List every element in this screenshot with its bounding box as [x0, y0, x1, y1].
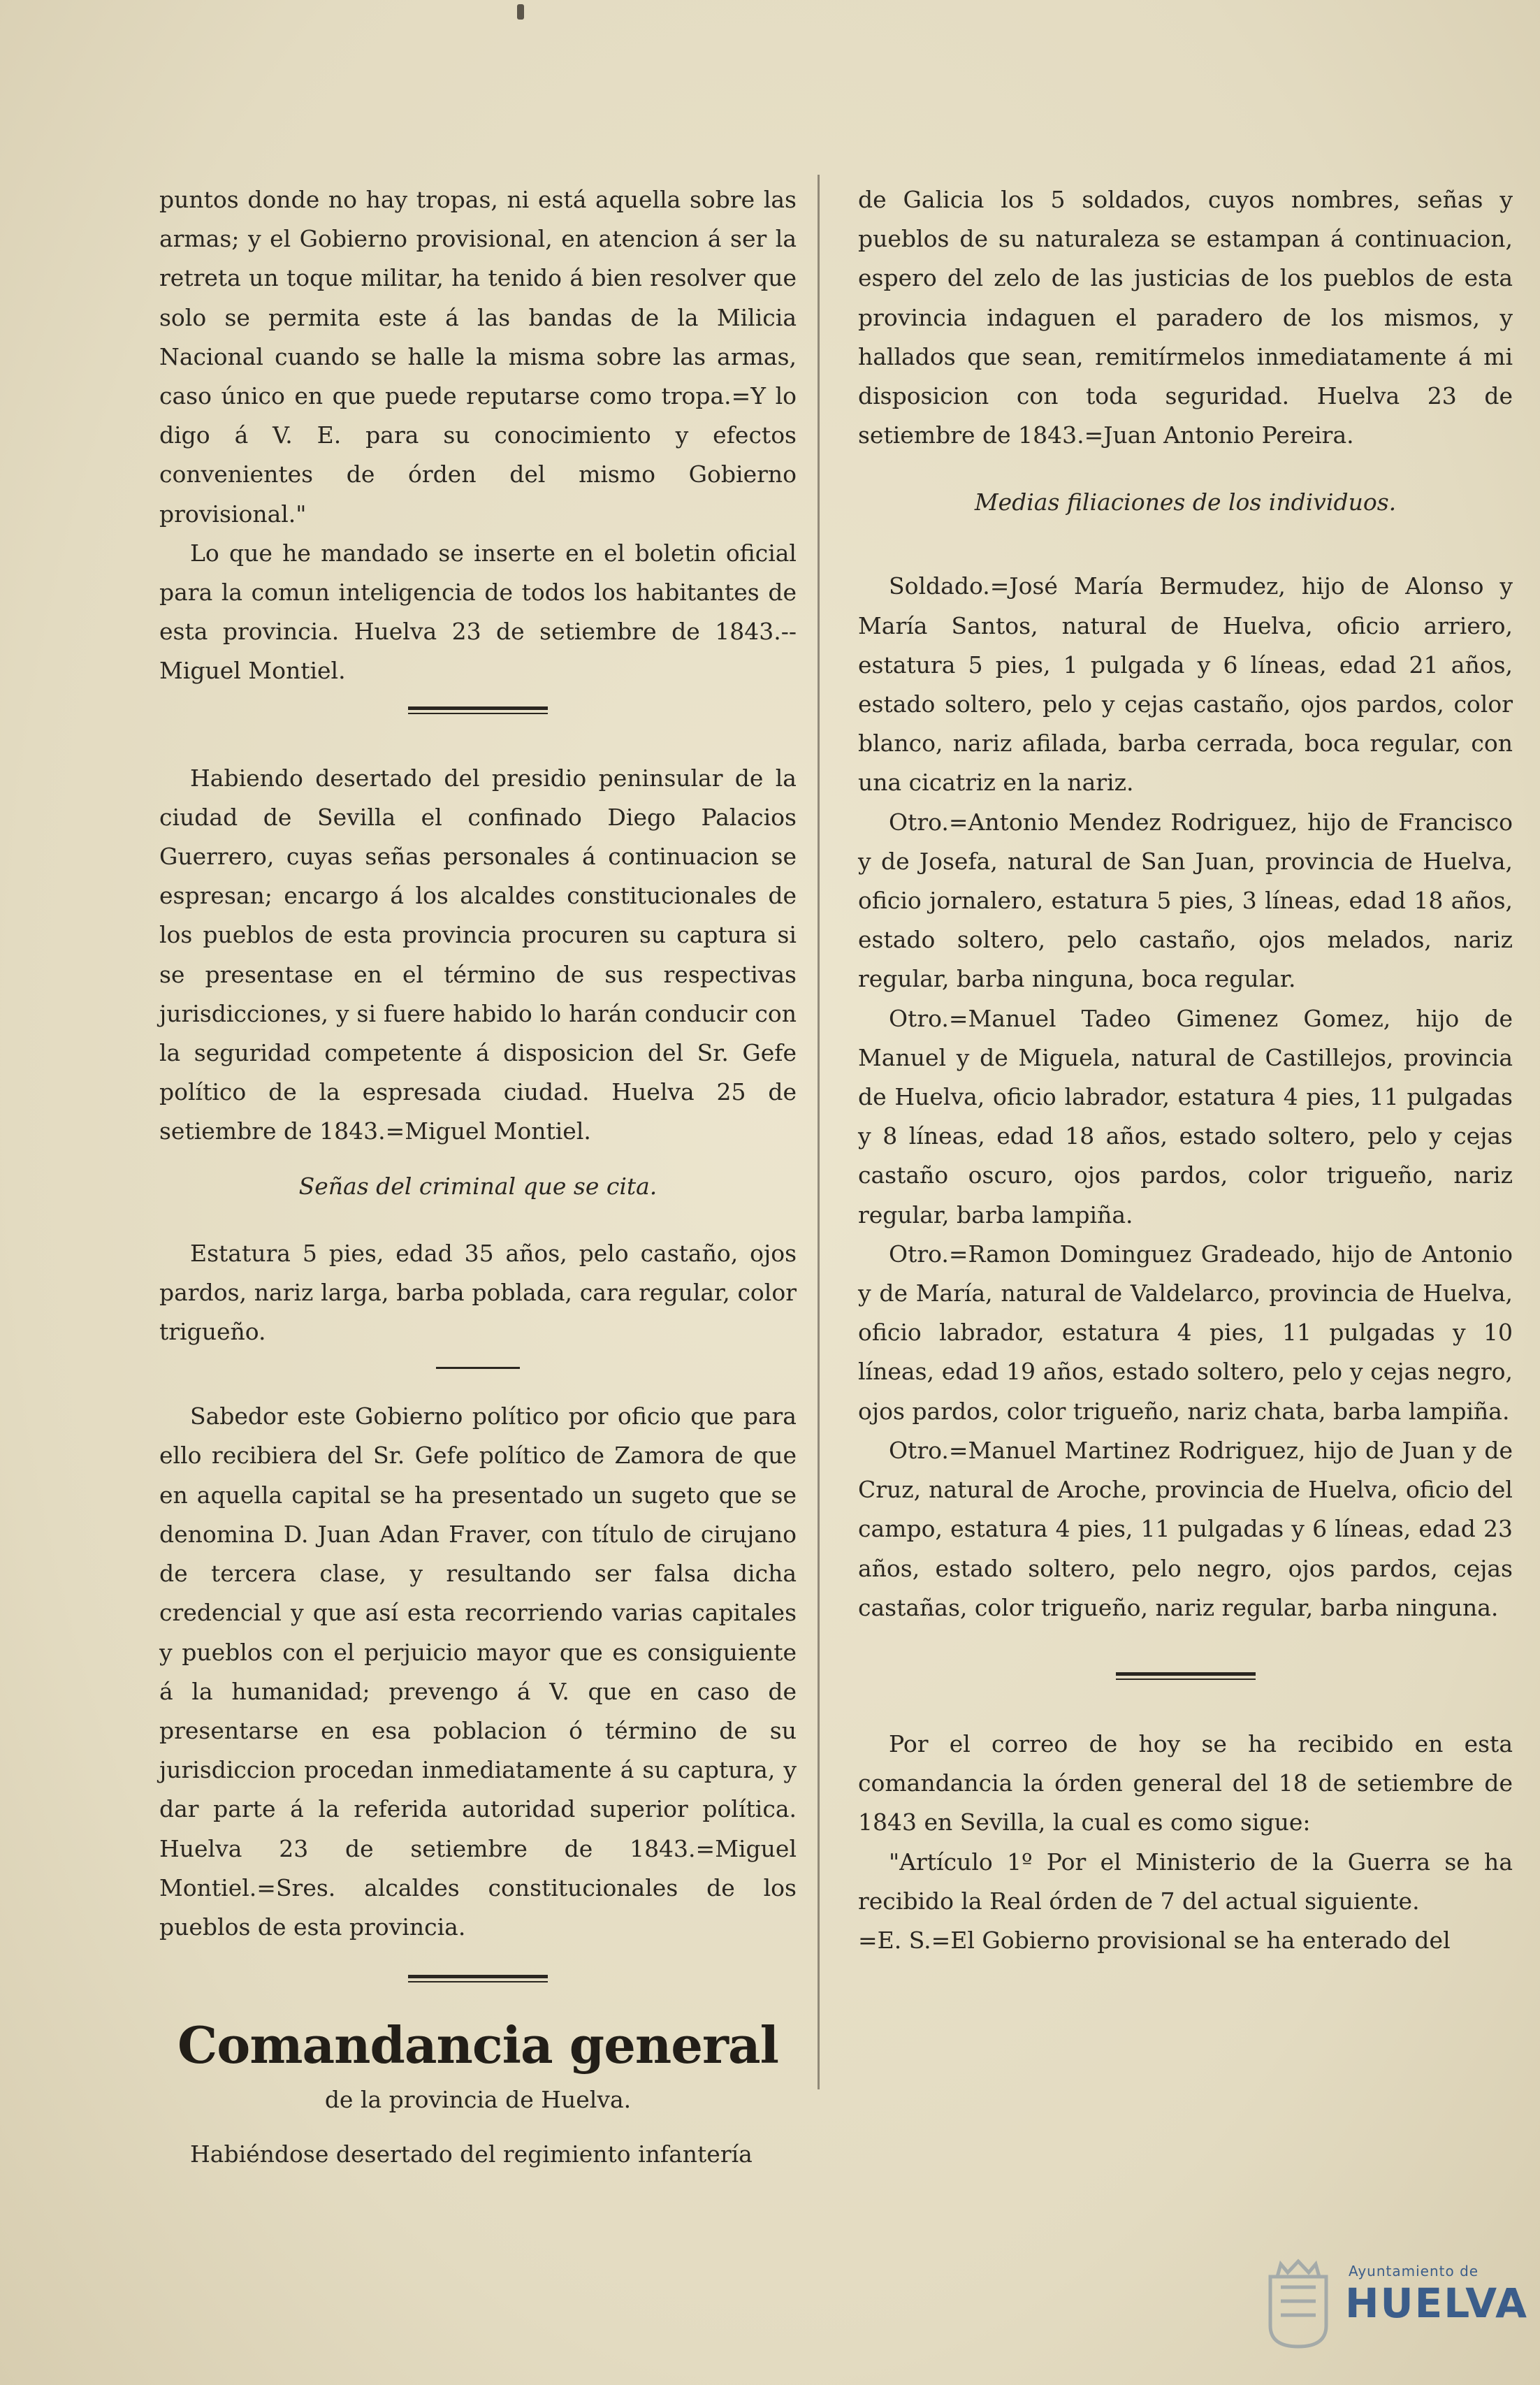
paragraph-articulo-1: "Artículo 1º Por el Ministerio de la Guerra se ha recibido la Real órden de 7 del actual siguiente.: [858, 1848, 1513, 1915]
paragraph-boletin: Lo que he mandado se inserte en el boletin oficial para la comun inteligencia de todos los habitantes de esta provincia. Huelva 23 de setiembre de 1843.--Miguel Montiel.: [159, 539, 797, 685]
filiacion-bermudez: Soldado.=José María Bermudez, hijo de Alonso y María Santos, natural de Huelva, oficio arriero, estatura 5 pies, 1 pulgada y 6 líneas, edad 21 años, estado soltero, pelo y cejas castaño, ojos pardos, color blanco, nariz afilada, barba cerrada, boca regular, con una cicatriz en la nariz.: [858, 572, 1513, 797]
paragraph-retreta: puntos donde no hay tropas, ni está aquella sobre las armas; y el Gobierno provisional, en atencion á ser la retreta un toque militar, ha tenido á bien resolver que solo se permita este á las bandas de la Milicia Nacional cuando se halle la misma sobre las armas, caso único en que puede reputarse como tropa.=Y lo digo á V. E. para su conocimiento y efectos convenientes de órden del mismo Gobierno provisional.": [159, 186, 797, 528]
filiacion-dominguez: Otro.=Ramon Dominguez Gradeado, hijo de Antonio y de María, natural de Valdelarco, provincia de Huelva, oficio labrador, estatura 4 pies, 11 pulgadas y 10 líneas, edad 19 años, estado soltero, pelo y cejas negro, ojos pardos, color trigueño, nariz chata, barba lampiña.: [858, 1240, 1513, 1425]
paragraph-falso-cirujano: Sabedor este Gobierno político por oficio que para ello recibiera del Sr. Gefe político de Zamora de que en aquella capital se ha presentado un sugeto que se denomina D. Juan Adan Fraver, con título de cirujano de tercera clase, y resultando ser falsa dicha credencial y que así esta recorriendo varias capitales y pueblos con el perjuicio mayor que es consiguiente á la humanidad; prevengo á V. que en caso de presentarse en esa poblacion ó término de su jurisdiccion procedan inmediatamente á su captura, y dar parte á la referida autoridad superior política. Huelva 23 de setiembre de 1843.=Miguel Montiel.=Sres. alcaldes constitucionales de los pueblos de esta provincia.: [159, 1402, 797, 1941]
caption-medias-filiaciones: Medias filiaciones de los individuos.: [974, 488, 1397, 516]
logo-brand: HUELVA: [1345, 2279, 1529, 2327]
paragraph-desertor-presidio: Habiendo desertado del presidio peninsular de la ciudad de Sevilla el confinado Diego Palacios Guerrero, cuyas señas personales á continuacion se espresan; encargo á los alcaldes constitucionales de los pueblos de esta provincia procuren su captura si se presentase en el término de sus respectivas jurisdicciones, y si fuere habido lo harán conducir con la seguridad competente á disposicion del Sr. Gefe político de la espresada ciudad. Huelva 25 de setiembre de 1843.=Miguel Montiel.: [159, 764, 797, 1145]
paragraph-senas: Estatura 5 pies, edad 35 años, pelo castaño, ojos pardos, nariz larga, barba poblada, cara regular, color trigueño.: [159, 1239, 797, 1346]
section-subheading: de la provincia de Huelva.: [324, 2086, 632, 2114]
column-divider: [818, 175, 820, 2089]
filiacion-gimenez: Otro.=Manuel Tadeo Gimenez Gomez, hijo de Manuel y de Miguela, natural de Castillejos, provincia de Huelva, oficio labrador, estatura 4 pies, 11 pulgadas y 8 líneas, edad 18 años, estado soltero, pelo y cejas castaño oscuro, ojos pardos, color trigueño, nariz regular, barba lampiña.: [858, 1004, 1513, 1228]
logo-subtitle: Ayuntamiento de: [1349, 2263, 1479, 2279]
section-divider: [408, 706, 548, 714]
left-column: [159, 180, 797, 2174]
filiacion-mendez: Otro.=Antonio Mendez Rodriguez, hijo de Francisco y de Josefa, natural de San Juan, provincia de Huelva, oficio jornalero, estatura 5 pies, 3 líneas, edad 18 años, estado soltero, pelo castaño, ojos melados, nariz regular, barba ninguna, boca regular.: [858, 808, 1513, 993]
page-mark: [517, 4, 524, 20]
paragraph-orden-general: Por el correo de hoy se ha recibido en esta comandancia la órden general del 18 de setiembre de 1843 en Sevilla, la cual es como sigue:: [858, 1730, 1513, 1836]
section-divider: [408, 1975, 548, 1982]
filiacion-martinez: Otro.=Manuel Martinez Rodriguez, hijo de Juan y de Cruz, natural de Aroche, provincia de Huelva, oficio del campo, estatura 4 pies, 11 pulgadas y 6 líneas, edad 23 años, estado soltero, pelo negro, ojos pardos, cejas castañas, color trigueño, nariz regular, barba ninguna.: [858, 1436, 1513, 1621]
right-column: [858, 180, 1513, 1960]
paragraph-soldados-galicia: de Galicia los 5 soldados, cuyos nombres, señas y pueblos de su naturaleza se estampan á continuacion, espero del zelo de las justicias de los pueblos de esta provincia indaguen el paradero de los mismos, y hallados que sean, remitírmelos inmediatamente á mi disposicion con toda seguridad. Huelva 23 de setiembre de 1843.=Juan Antonio Pereira.: [858, 186, 1513, 449]
paragraph-gobierno-provisional: =E. S.=El Gobierno provisional se ha enterado del: [858, 1926, 1451, 1954]
paragraph-desertado-regimiento: Habiéndose desertado del regimiento infantería: [190, 2140, 753, 2168]
caption-senas-criminal: Señas del criminal que se cita.: [298, 1172, 658, 1200]
section-heading-comandancia: Comandancia general: [177, 2015, 778, 2075]
section-divider: [1116, 1672, 1256, 1680]
